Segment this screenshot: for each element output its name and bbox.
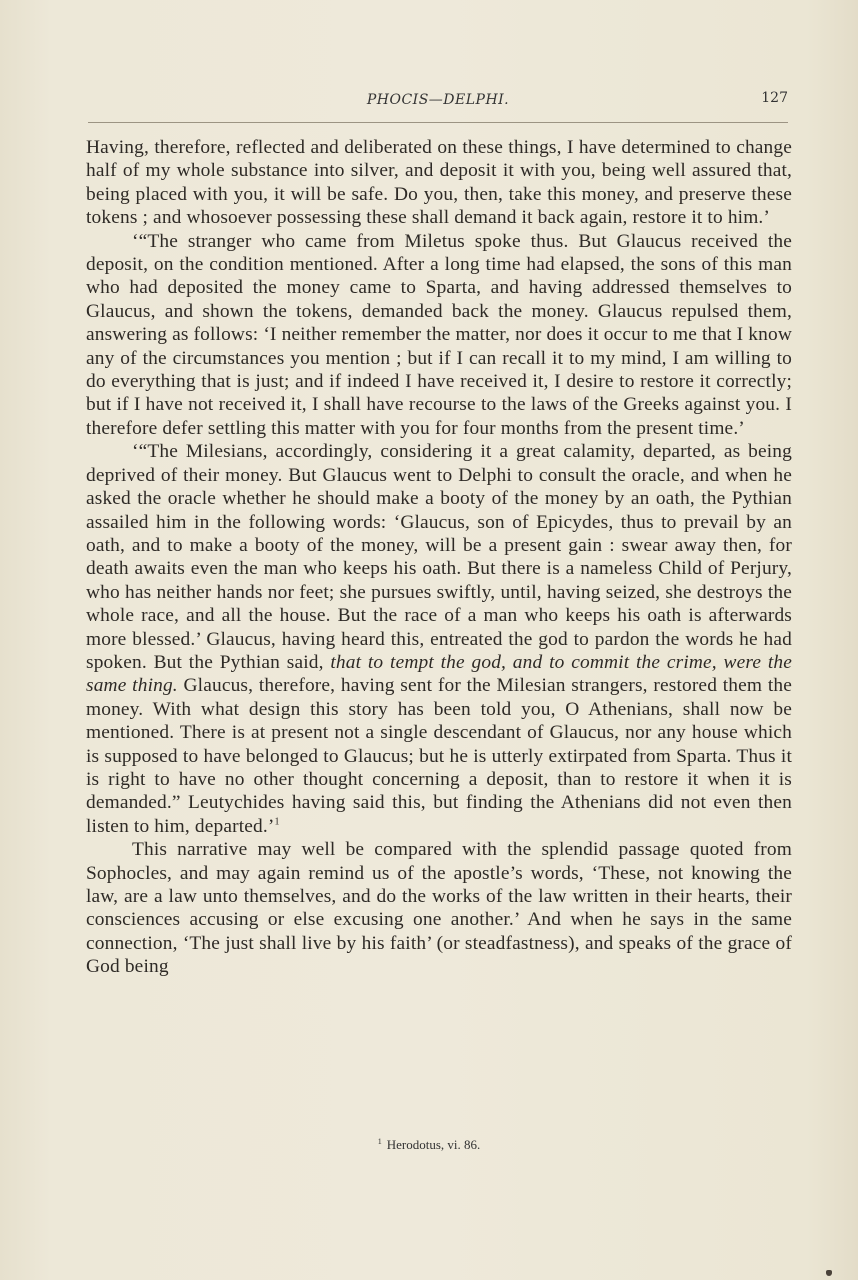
header-rule — [88, 122, 788, 123]
paragraph-4: This narrative may well be compared with the splendid passage quoted from Sophocles, and may again remind us of the apostle’s words, ‘These, not knowing the law, are a law unto themselves, and do the works of the law written in their hearts, their consciences accusing or else excusing one another.’ And when he says in the same connection, ‘The just shall live by his faith’ (or steadfastness), and speaks of the grace of God being — [86, 839, 792, 978]
footnote-mark: 1 — [377, 1136, 382, 1146]
running-title: PHOCIS—DELPHI. — [366, 92, 510, 108]
running-head — [88, 90, 788, 112]
page-number: 127 — [761, 90, 788, 106]
edge-mark — [826, 1270, 832, 1276]
footnote-text: Herodotus, vi. 86. — [386, 1137, 481, 1152]
paragraph-3 — [86, 440, 792, 838]
paragraph-1: Having, therefore, reflected and deliberated on these things, I have determined to change half of my whole substance into silver, and deposit it with you, being well assured that, being placed with you, it will be safe. Do you, then, take this money, and preserve these tokens ; and whosoever possessing these shall demand it back again, restore it to him.’ — [86, 137, 792, 229]
footnote — [0, 1137, 858, 1153]
paragraph-2: ‘“The stranger who came from Miletus spoke thus. But Glaucus received the deposit, on the condition mentioned. After a long time had elapsed, the sons of this man who had deposited the money came to Sparta, and having addressed themselves to Glaucus, and shown the tokens, demanded back the money. Glaucus repulsed them, answering as follows: ‘I neither remember the matter, nor does it occur to me that I know any of the circumstances you mention ; but if I can recall it to my mind, I am willing to do everything that is just; and if indeed I have received it, I desire to restore it correctly; but if I have not received it, I shall have recourse to the laws of the Greeks against you. I therefore defer settling this matter with you for four months from the present time.’ — [86, 230, 792, 439]
paragraph-3-text-a: ‘“The Milesians, accordingly, considering it a great calamity, departed, as being deprived of their money. But Glaucus went to Delphi to consult the oracle, and when he asked the oracle whether he should make a booty of the money by an oath, the Pythian assailed him in the following words: ‘Glaucus, son of Epicydes, thus to prevail by an oath, and to make a booty of the money, will be a present gain : swear away then, for death awaits even the man who keeps his oath. But there is a nameless Child of Perjury, who has neither hands nor feet; she pursues swiftly, until, having seized, she destroys the whole race, and all the house. But the race of a man who keeps his oath is afterwards more blessed.’ Glaucus, having heard this, entreated the god to pardon the words he had spoken. But the Pythian said, — [86, 441, 792, 673]
paragraph-3-text-b: Glaucus, therefore, having sent for the Milesian strangers, restored them the money. With what design this story has been told you, O Athenians, shall now be mentioned. There is at present not a single descendant of Glaucus, nor any house which is supposed to have belonged to Glaucus; but he is utterly extirpated from Sparta. Thus it is right to have no other thought concerning a deposit, than to restore it when it is demanded.” Leutychides having said this, but finding the Athenians did not even then listen to him, departed.’ — [86, 675, 793, 837]
paragraph-3-italic: that to tempt the god, and to commit the crime, were the same thing. — [86, 651, 793, 697]
body-text — [86, 136, 792, 979]
footnote-reference: 1 — [274, 816, 280, 828]
